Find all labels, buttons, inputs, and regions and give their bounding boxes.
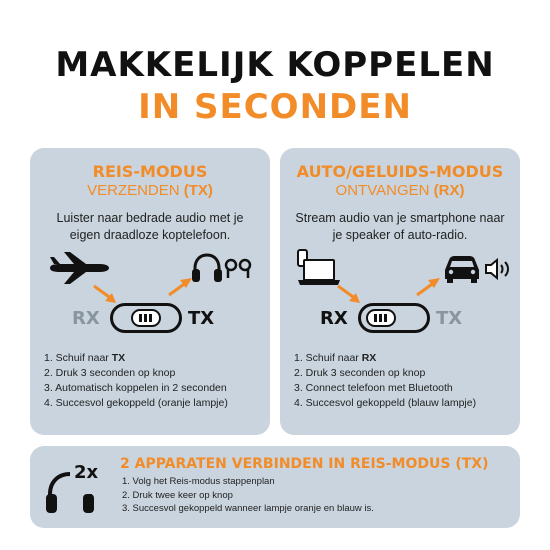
step-item: 1. Schuif naar RX xyxy=(294,352,377,364)
arrow-icon xyxy=(92,284,120,304)
switch-icon xyxy=(358,303,430,333)
travel-mode-subtitle: VERZENDEN (TX) xyxy=(87,182,213,199)
travel-mode-title: REIS-MODUS xyxy=(92,162,208,181)
headline-line1: MAKKELIJK KOPPELEN xyxy=(55,45,495,85)
step-item: 2. Druk 3 seconden op knop xyxy=(44,367,176,379)
two-devices-steps xyxy=(122,475,374,516)
car-mode-description: Stream audio van je smartphone naar je speaker of auto-radio. xyxy=(295,211,505,242)
headline-line2: IN SECONDEN xyxy=(138,87,412,127)
arrow-icon xyxy=(414,276,442,298)
badge-2x: 2x xyxy=(74,462,99,483)
two-devices-card xyxy=(30,446,520,528)
step-item: 1. Schuif naar TX xyxy=(44,352,126,364)
car-mode-subtitle: ONTVANGEN (RX) xyxy=(335,182,465,199)
headline xyxy=(0,44,550,128)
step-item: 3. Automatisch koppelen in 2 seconden xyxy=(44,382,227,394)
rx-label: RX xyxy=(72,308,100,329)
step-item: 4. Succesvol gekoppeld (oranje lampje) xyxy=(44,397,228,409)
earbuds-icon xyxy=(224,258,252,280)
step-item: 3. Succesvol gekoppeld wanneer lampje oranje en blauw is. xyxy=(122,503,374,514)
headphones-2x-icon xyxy=(44,458,104,516)
switch-icon xyxy=(110,303,182,333)
tx-label: TX xyxy=(436,308,463,329)
car-mode-title: AUTO/GELUIDS-MODUS xyxy=(296,162,504,181)
headphones-icon xyxy=(190,252,224,284)
airplane-icon xyxy=(48,252,110,284)
two-devices-title: 2 APPARATEN VERBINDEN IN REIS-MODUS (TX) xyxy=(120,456,489,472)
step-item: 2. Druk twee keer op knop xyxy=(122,489,233,501)
tx-label: TX xyxy=(188,308,215,329)
travel-mode-steps xyxy=(44,351,266,411)
car-sound-mode-card xyxy=(280,148,520,435)
step-item: 1. Volg het Reis-modus stappenplan xyxy=(122,476,275,487)
rx-label: RX xyxy=(320,308,348,329)
laptop-phone-icon xyxy=(294,248,344,288)
travel-mode-description: Luister naar bedrade audio met je eigen draadloze koptelefoon. xyxy=(56,211,244,242)
car-mode-steps xyxy=(294,351,516,411)
arrow-icon xyxy=(336,284,364,304)
travel-mode-card xyxy=(30,148,270,435)
speaker-icon xyxy=(484,258,512,280)
step-item: 3. Connect telefoon met Bluetooth xyxy=(294,382,453,394)
step-item: 4. Succesvol gekoppeld (blauw lampje) xyxy=(294,397,477,409)
step-item: 2. Druk 3 seconden op knop xyxy=(294,367,426,379)
car-icon xyxy=(442,252,482,284)
